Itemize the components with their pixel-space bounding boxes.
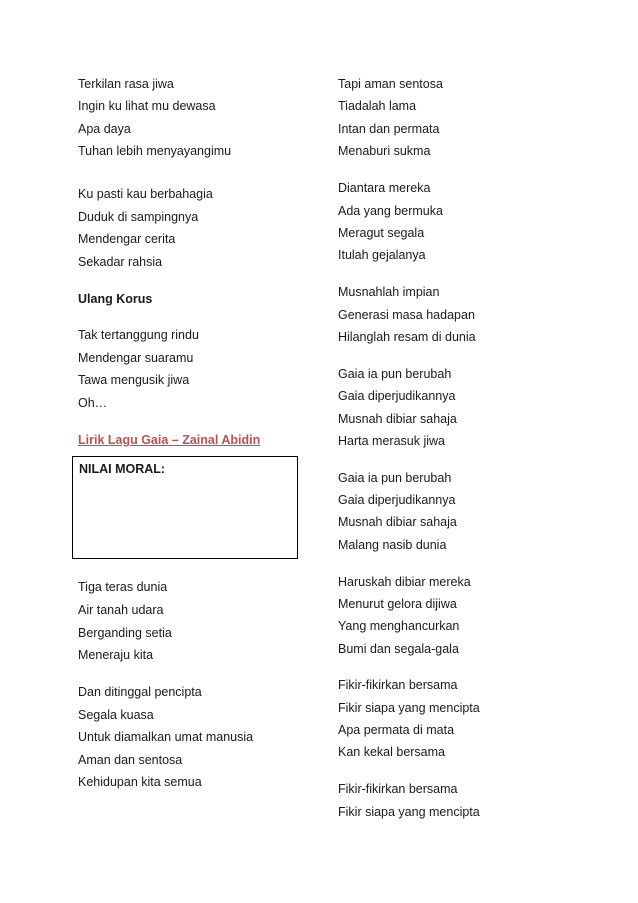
lyric-line: Berganding setia [78,626,172,640]
lyric-line: Mendengar cerita [78,232,176,246]
lyric-line: Fikir siapa yang mencipta [338,701,480,715]
lyric-line: Duduk di sampingnya [78,210,199,224]
lyric-line: Ada yang bermuka [338,204,443,218]
lyric-line: Tapi aman sentosa [338,77,443,91]
lyric-line: Oh… [78,396,108,410]
lyric-line: Tiadalah lama [338,99,417,113]
lyric-line: Musnah dibiar sahaja [338,412,457,426]
lyric-line: Fikir siapa yang mencipta [338,805,480,819]
chorus-repeat-heading: Ulang Korus [78,292,153,306]
lyric-line: Musnah dibiar sahaja [338,515,457,529]
lyric-line: Tiga teras dunia [78,580,168,594]
lyric-line: Air tanah udara [78,603,164,617]
lyric-line: Tak tertanggung rindu [78,328,199,342]
lyric-line: Hilanglah resam di dunia [338,330,476,344]
lyric-line: Segala kuasa [78,708,154,722]
lyric-line: Gaia diperjudikannya [338,493,456,507]
lyric-line: Generasi masa hadapan [338,308,475,322]
lyric-line: Meragut segala [338,226,425,240]
lyric-line: Kan kekal bersama [338,745,446,759]
lyric-line: Ku pasti kau berbahagia [78,187,213,201]
lyric-line: Apa daya [78,122,131,136]
lyric-line: Aman dan sentosa [78,753,183,767]
lyric-line: Yang menghancurkan [338,619,460,633]
lyric-line: Itulah gejalanya [338,248,426,262]
lyric-line: Tuhan lebih menyayangimu [78,144,232,158]
lyric-line: Meneraju kita [78,648,154,662]
lyric-line: Menurut gelora dijiwa [338,597,457,611]
lyric-line: Dan ditinggal pencipta [78,685,202,699]
lyric-line: Gaia ia pun berubah [338,471,452,485]
lyric-line: Mendengar suaramu [78,351,194,365]
lyric-line: Apa permata di mata [338,723,455,737]
song-credit-link[interactable]: Lirik Lagu Gaia – Zainal Abidin [78,433,261,447]
moral-value-box [72,456,298,559]
lyric-line: Gaia ia pun berubah [338,367,452,381]
lyric-line: Sekadar rahsia [78,255,163,269]
lyric-line: Terkilan rasa jiwa [78,77,174,91]
lyric-line: Harta merasuk jiwa [338,434,445,448]
lyric-line: Malang nasib dunia [338,538,447,552]
lyric-line: Intan dan permata [338,122,440,136]
lyric-line: Bumi dan segala-gala [338,642,459,656]
moral-value-title: NILAI MORAL: [79,462,166,476]
lyric-line: Musnahlah impian [338,285,440,299]
lyric-line: Untuk diamalkan umat manusia [78,730,254,744]
lyric-line: Kehidupan kita semua [78,775,202,789]
lyric-line: Fikir-fikirkan bersama [338,678,458,692]
lyric-line: Haruskah dibiar mereka [338,575,471,589]
lyric-line: Gaia diperjudikannya [338,389,456,403]
lyric-line: Menaburi sukma [338,144,431,158]
lyric-line: Tawa mengusik jiwa [78,373,190,387]
lyric-line: Ingin ku lihat mu dewasa [78,99,216,113]
lyric-line: Fikir-fikirkan bersama [338,782,458,796]
lyric-line: Diantara mereka [338,181,431,195]
